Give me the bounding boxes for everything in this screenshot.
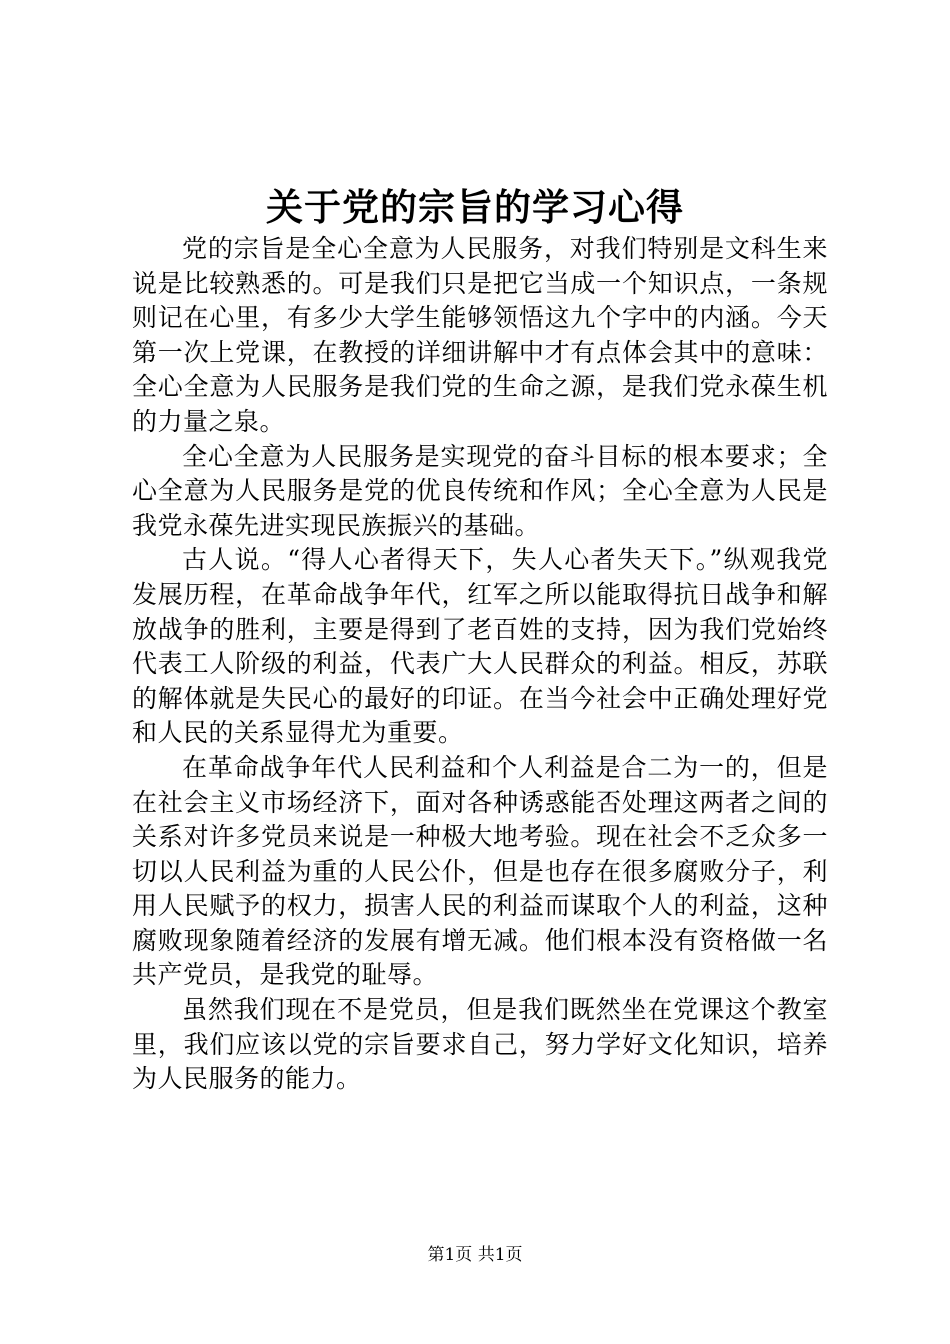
document-title: 关于党的宗旨的学习心得 xyxy=(266,185,684,229)
paragraph-1: 党的宗旨是全心全意为人民服务，对我们特别是文科生来说是比较熟悉的。可是我们只是把它当成一个知识点，一条规则记在心里，有多少大学生能够领悟这九个字中的内涵。今天第一次上党课，在教授的详细讲解中才有点体会其中的意味：全心全意为人民服务是我们党的生命之源，是我们党永葆生机的力量之泉。 xyxy=(132,234,828,436)
page-footer: 第1页 共1页 xyxy=(427,1245,523,1265)
paragraph-4: 在革命战争年代人民利益和个人利益是合二为一的，但是在社会主义市场经济下，面对各种诱惑能否处理这两者之间的关系对许多党员来说是一种极大地考验。现在社会不乏众多一切以人民利益为重的人民公仆，但是也存在很多腐败分子，利用人民赋予的权力，损害人民的利益而谋取个人的利益，这种腐败现象随着经济的发展有增无减。他们根本没有资格做一名共产党员，是我党的耻辱。 xyxy=(132,752,828,990)
paragraph-5: 虽然我们现在不是党员，但是我们既然坐在党课这个教室里，我们应该以党的宗旨要求自己，努力学好文化知识，培养为人民服务的能力。 xyxy=(132,995,828,1094)
document-body xyxy=(132,232,828,1097)
paragraph-3: 古人说。“得人心者得天下，失人心者失天下。”纵观我党发展历程，在革命战争年代，红军之所以能取得抗日战争和解放战争的胜利，主要是得到了老百姓的支持，因为我们党始终代表工人阶级的利益，代表广大人民群众的利益。相反，苏联的解体就是失民心的最好的印证。在当今社会中正确处理好党和人民的关系显得尤为重要。 xyxy=(132,545,828,748)
paragraph-2: 全心全意为人民服务是实现党的奋斗目标的根本要求；全心全意为人民服务是党的优良传统和作风；全心全意为人民是我党永葆先进实现民族振兴的基础。 xyxy=(132,441,828,540)
